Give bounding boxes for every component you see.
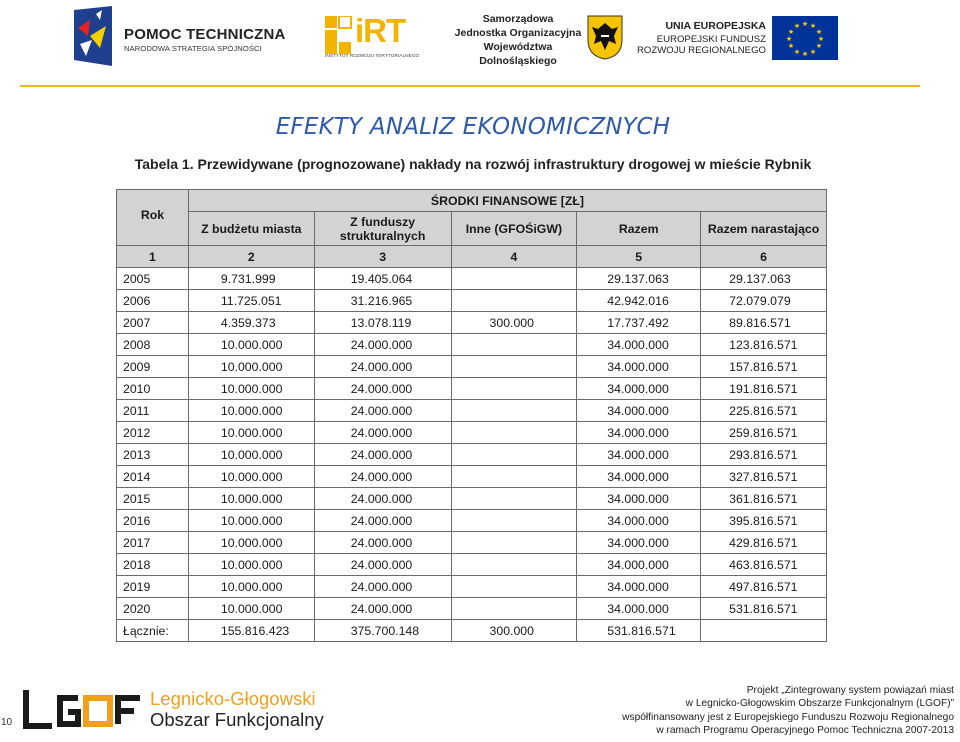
value-cell: 34.000.000: [577, 356, 701, 378]
page-number: 10: [1, 717, 13, 728]
svg-text:★: ★: [793, 22, 801, 30]
irt-text: iRT: [355, 12, 406, 49]
year-cell: 2010: [117, 378, 189, 400]
value-cell: [451, 334, 577, 356]
value-cell: 191.816.571: [701, 378, 827, 400]
svg-text:★: ★: [817, 35, 825, 43]
value-cell: 531.816.571: [577, 620, 701, 642]
table-row: [117, 334, 827, 356]
svg-text:★: ★: [787, 42, 795, 50]
value-cell: 29.137.063: [701, 268, 827, 290]
value-cell: 10.000.000: [188, 334, 314, 356]
value-cell: 10.000.000: [188, 576, 314, 598]
irt-logo: [325, 14, 425, 62]
value-cell: [451, 378, 577, 400]
value-cell: [451, 422, 577, 444]
pomoc-techniczna-logo: [72, 6, 286, 66]
value-cell: 10.000.000: [188, 510, 314, 532]
table-row: [117, 400, 827, 422]
value-cell: 89.816.571: [701, 312, 827, 334]
value-cell: 10.000.000: [188, 466, 314, 488]
year-cell: 2009: [117, 356, 189, 378]
value-cell: 10.000.000: [188, 400, 314, 422]
eu-flag-icon: [772, 16, 838, 60]
value-cell: 157.816.571: [701, 356, 827, 378]
table-row: [117, 620, 827, 642]
value-cell: 155.816.423: [188, 620, 314, 642]
value-cell: 361.816.571: [701, 488, 827, 510]
value-cell: 24.000.000: [314, 334, 451, 356]
year-cell: 2020: [117, 598, 189, 620]
header-budzet-miasta: Z budżetu miasta: [188, 212, 314, 246]
samorzad-line-1: Samorządowa: [482, 13, 554, 25]
svg-text:★: ★: [793, 48, 801, 56]
value-cell: [451, 554, 577, 576]
table-row: [117, 378, 827, 400]
value-cell: 123.816.571: [701, 334, 827, 356]
value-cell: 10.000.000: [188, 598, 314, 620]
value-cell: [701, 620, 827, 642]
svg-text:★: ★: [801, 50, 809, 58]
value-cell: 24.000.000: [314, 576, 451, 598]
value-cell: 24.000.000: [314, 488, 451, 510]
eu-line-3: ROZWOJU REGIONALNEGO: [637, 45, 766, 56]
value-cell: 375.700.148: [314, 620, 451, 642]
value-cell: 293.816.571: [701, 444, 827, 466]
year-cell: 2008: [117, 334, 189, 356]
svg-text:★: ★: [785, 35, 793, 43]
value-cell: 24.000.000: [314, 598, 451, 620]
value-cell: 10.000.000: [188, 356, 314, 378]
table-row: [117, 598, 827, 620]
project-note: [622, 684, 954, 738]
lgof-logo-icon: [22, 686, 142, 734]
value-cell: 24.000.000: [314, 510, 451, 532]
irt-subtitle: INSTYTUT ROZWOJU TERYTORIALNEGO: [325, 54, 420, 59]
value-cell: [451, 598, 577, 620]
table-row: [117, 422, 827, 444]
table-row: [117, 488, 827, 510]
table-row: [117, 466, 827, 488]
value-cell: 10.000.000: [188, 532, 314, 554]
value-cell: [451, 356, 577, 378]
value-cell: 29.137.063: [577, 268, 701, 290]
value-cell: 10.000.000: [188, 554, 314, 576]
value-cell: 34.000.000: [577, 576, 701, 598]
table-row: [117, 356, 827, 378]
value-cell: 300.000: [451, 312, 577, 334]
value-cell: 395.816.571: [701, 510, 827, 532]
header-rok: Rok: [117, 190, 189, 246]
svg-text:★: ★: [787, 28, 795, 36]
value-cell: 463.816.571: [701, 554, 827, 576]
value-cell: 259.816.571: [701, 422, 827, 444]
table-row: [117, 576, 827, 598]
project-line-2: w Legnicko-Głogowskim Obszarze Funkcjonalnym (LGOF)”: [685, 698, 954, 710]
header-inne: Inne (GFOŚiGW): [451, 212, 577, 246]
value-cell: 34.000.000: [577, 400, 701, 422]
year-cell: 2011: [117, 400, 189, 422]
value-cell: [451, 532, 577, 554]
value-cell: 31.216.965: [314, 290, 451, 312]
table-row: [117, 268, 827, 290]
value-cell: 34.000.000: [577, 532, 701, 554]
project-line-1: Projekt „Zintegrowany system powiązań miast: [746, 685, 954, 696]
value-cell: 34.000.000: [577, 378, 701, 400]
year-cell: 2005: [117, 268, 189, 290]
year-cell: 2014: [117, 466, 189, 488]
year-cell: 2015: [117, 488, 189, 510]
year-cell: 2013: [117, 444, 189, 466]
value-cell: 72.079.079: [701, 290, 827, 312]
year-cell: 2016: [117, 510, 189, 532]
samorzad-line-2: Jednostka Organizacyjna: [454, 27, 582, 39]
value-cell: [451, 466, 577, 488]
svg-text:★: ★: [815, 28, 823, 36]
table-row: [117, 532, 827, 554]
value-cell: [451, 576, 577, 598]
dolnoslaskie-coat-of-arms-icon: [586, 14, 624, 60]
value-cell: 24.000.000: [314, 532, 451, 554]
value-cell: 11.725.051: [188, 290, 314, 312]
value-cell: 34.000.000: [577, 598, 701, 620]
header-divider: [20, 85, 920, 87]
table-row: [117, 554, 827, 576]
value-cell: [451, 488, 577, 510]
lgof-line-2: Obszar Funkcjonalny: [150, 709, 324, 730]
col-number: 1: [117, 246, 189, 268]
value-cell: 4.359.373: [188, 312, 314, 334]
value-cell: 24.000.000: [314, 356, 451, 378]
header-razem: Razem: [577, 212, 701, 246]
pomoc-techniczna-title: POMOC TECHNICZNA: [124, 26, 286, 43]
value-cell: [451, 268, 577, 290]
svg-text:★: ★: [815, 42, 823, 50]
year-cell: 2007: [117, 312, 189, 334]
table-caption: Tabela 1. Przewidywane (prognozowane) nakłady na rozwój infrastruktury drogowej w mieście Rybnik: [134, 156, 812, 172]
pomoc-techniczna-subtitle: NARODOWA STRATEGIA SPÓJNOŚCI: [124, 44, 262, 53]
year-cell: 2017: [117, 532, 189, 554]
col-number: 5: [577, 246, 701, 268]
pomoc-techniczna-emblem: [72, 6, 116, 66]
value-cell: 429.816.571: [701, 532, 827, 554]
value-cell: 300.000: [451, 620, 577, 642]
page-title: EFEKTY ANALIZ EKONOMICZNYCH: [275, 114, 671, 140]
year-cell: Łącznie:: [117, 620, 189, 642]
value-cell: [451, 510, 577, 532]
value-cell: 10.000.000: [188, 378, 314, 400]
value-cell: 10.000.000: [188, 444, 314, 466]
value-cell: 34.000.000: [577, 466, 701, 488]
value-cell: 24.000.000: [314, 378, 451, 400]
value-cell: [451, 290, 577, 312]
value-cell: [451, 400, 577, 422]
header-fundusze-strukturalne: Z funduszy strukturalnych: [314, 212, 451, 246]
value-cell: 34.000.000: [577, 488, 701, 510]
value-cell: 34.000.000: [577, 422, 701, 444]
col-number: 2: [188, 246, 314, 268]
table-row: [117, 290, 827, 312]
eu-line-2: EUROPEJSKI FUNDUSZ: [656, 34, 766, 45]
value-cell: 531.816.571: [701, 598, 827, 620]
value-cell: 34.000.000: [577, 510, 701, 532]
svg-text:★: ★: [801, 20, 809, 28]
lgof-line-1: Legnicko-Głogowski: [150, 688, 316, 709]
eu-logo: [637, 14, 838, 62]
col-number: 4: [451, 246, 577, 268]
value-cell: 9.731.999: [188, 268, 314, 290]
header-razem-narastajaco: Razem narastająco: [701, 212, 827, 246]
value-cell: [451, 444, 577, 466]
table-row: [117, 510, 827, 532]
value-cell: 34.000.000: [577, 554, 701, 576]
year-cell: 2006: [117, 290, 189, 312]
lgof-name: [150, 688, 324, 730]
header-srodki-finansowe: ŚRODKI FINANSOWE [ZŁ]: [188, 190, 826, 212]
project-line-3: współfinansowany jest z Europejskiego Funduszu Rozwoju Regionalnego: [622, 711, 954, 723]
year-cell: 2018: [117, 554, 189, 576]
samorzad-logo: [440, 12, 630, 67]
year-cell: 2019: [117, 576, 189, 598]
value-cell: 225.816.571: [701, 400, 827, 422]
value-cell: 24.000.000: [314, 466, 451, 488]
funding-table: [116, 189, 827, 642]
eu-line-1: UNIA EUROPEJSKA: [665, 20, 766, 32]
value-cell: 13.078.119: [314, 312, 451, 334]
table-row: [117, 444, 827, 466]
svg-text:★: ★: [809, 48, 817, 56]
value-cell: 327.816.571: [701, 466, 827, 488]
value-cell: 24.000.000: [314, 554, 451, 576]
col-number: 3: [314, 246, 451, 268]
project-line-4: w ramach Programu Operacyjnego Pomoc Techniczna 2007-2013: [656, 725, 954, 737]
samorzad-text: [454, 12, 582, 68]
value-cell: 19.405.064: [314, 268, 451, 290]
value-cell: 10.000.000: [188, 422, 314, 444]
table-body: [117, 268, 827, 642]
value-cell: 34.000.000: [577, 444, 701, 466]
value-cell: 42.942.016: [577, 290, 701, 312]
col-number: 6: [701, 246, 827, 268]
samorzad-line-3: Województwa Dolnośląskiego: [479, 41, 557, 67]
year-cell: 2012: [117, 422, 189, 444]
value-cell: 10.000.000: [188, 488, 314, 510]
value-cell: 24.000.000: [314, 400, 451, 422]
svg-text:★: ★: [809, 22, 817, 30]
table-row: [117, 312, 827, 334]
value-cell: 497.816.571: [701, 576, 827, 598]
irt-emblem: [325, 16, 355, 54]
value-cell: 17.737.492: [577, 312, 701, 334]
value-cell: 24.000.000: [314, 422, 451, 444]
value-cell: 34.000.000: [577, 334, 701, 356]
value-cell: 24.000.000: [314, 444, 451, 466]
